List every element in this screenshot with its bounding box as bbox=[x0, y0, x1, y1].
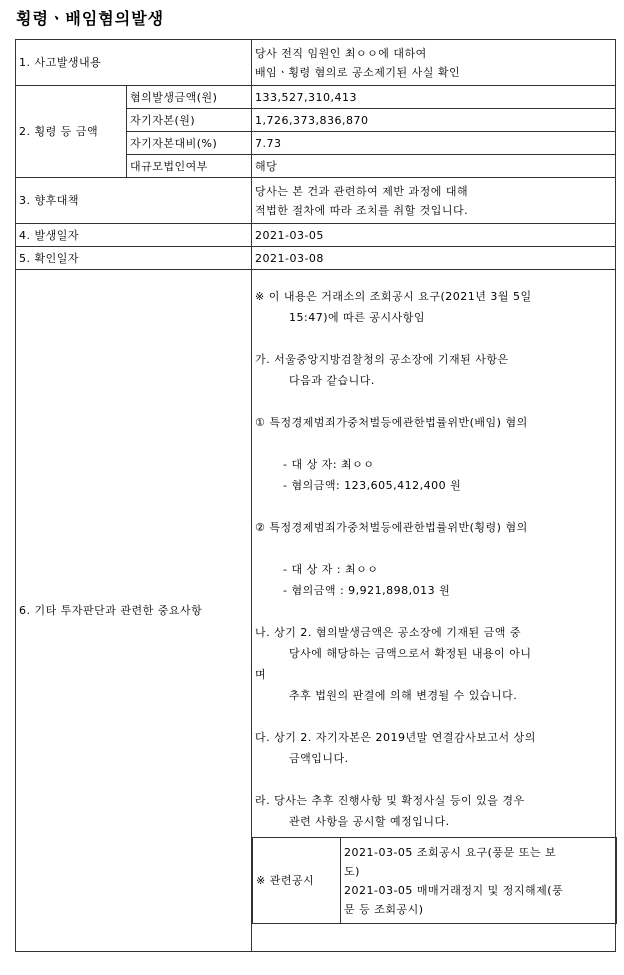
confirm-date-label: 5. 확인일자 bbox=[16, 247, 252, 270]
countermeasure-line-1: 당사는 본 건과 관련하여 제반 과정에 대해 bbox=[255, 184, 469, 198]
row-confirm-date bbox=[16, 247, 616, 270]
na-line-4: 추후 법원의 판결에 의해 변경될 수 있습니다. bbox=[289, 689, 518, 702]
other-matters-content bbox=[252, 270, 616, 952]
page-title: 횡령ㆍ배임혐의발생 bbox=[16, 9, 165, 28]
row-amount-1 bbox=[16, 86, 616, 109]
equity-value: 1,726,373,836,870 bbox=[252, 109, 616, 132]
related-disclosure-list bbox=[341, 838, 617, 924]
charge-2-target: - 대 상 자 : 최ㅇㅇ bbox=[283, 563, 379, 576]
suspected-amount-value: 133,527,310,413 bbox=[252, 86, 616, 109]
equity-ratio-value: 7.73 bbox=[252, 132, 616, 155]
incident-label: 1. 사고발생내용 bbox=[16, 40, 252, 86]
equity-label: 자기자본(원) bbox=[127, 109, 252, 132]
da-line-2: 금액입니다. bbox=[289, 752, 349, 765]
related-item-2-line-1: 2021-03-05 매매거래정지 및 정지해제(풍 bbox=[344, 883, 564, 897]
notice-line-1: ※ 이 내용은 거래소의 조회공시 요구(2021년 3월 5일 bbox=[255, 290, 532, 303]
countermeasure-content bbox=[252, 178, 616, 224]
charge-1-title: ① 특정경제범죄가중처벌등에관한법률위반(배임) 혐의 bbox=[255, 416, 528, 429]
ga-line-2: 다음과 같습니다. bbox=[289, 374, 375, 387]
row-countermeasure bbox=[16, 178, 616, 224]
na-line-3: 며 bbox=[255, 668, 267, 681]
charge-1-target: - 대 상 자: 최ㅇㅇ bbox=[283, 458, 375, 471]
na-line-2: 당사에 해당하는 금액으로서 확정된 내용이 아니 bbox=[289, 647, 532, 660]
incident-content bbox=[252, 40, 616, 86]
ra-line-2: 관련 사항을 공시할 예정입니다. bbox=[289, 815, 450, 828]
related-item-2-line-2: 문 등 조회공시) bbox=[344, 902, 424, 916]
da-line-1: 다. 상기 2. 자기자본은 2019년말 연결감사보고서 상의 bbox=[255, 731, 536, 744]
row-incident bbox=[16, 40, 616, 86]
countermeasure-label: 3. 향후대책 bbox=[16, 178, 252, 224]
large-corp-label: 대규모법인여부 bbox=[127, 155, 252, 178]
charge-2-amount: - 혐의금액 : 9,921,898,013 원 bbox=[283, 584, 451, 597]
equity-ratio-label: 자기자본대비(%) bbox=[127, 132, 252, 155]
ra-line-1: 라. 당사는 추후 진행사항 및 확정사실 등이 있을 경우 bbox=[255, 794, 525, 807]
suspected-amount-label: 혐의발생금액(원) bbox=[127, 86, 252, 109]
related-disclosure-table bbox=[252, 837, 617, 924]
ga-line-1: 가. 서울중앙지방검찰청의 공소장에 기재된 사항은 bbox=[255, 353, 509, 366]
charge-1-amount: - 혐의금액: 123,605,412,400 원 bbox=[283, 479, 462, 492]
row-occurrence-date bbox=[16, 224, 616, 247]
countermeasure-line-2: 적법한 절차에 따라 조치를 취할 것입니다. bbox=[255, 203, 469, 217]
occurrence-date-value: 2021-03-05 bbox=[252, 224, 616, 247]
notice-line-2: 15:47)에 따른 공시사항임 bbox=[289, 311, 425, 324]
large-corp-value: 해당 bbox=[252, 155, 616, 178]
charge-2-title: ② 특정경제범죄가중처벌등에관한법률위반(횡령) 혐의 bbox=[255, 521, 528, 534]
related-disclosure-label: ※ 관련공시 bbox=[253, 838, 341, 924]
row-other-matters bbox=[16, 270, 616, 952]
other-matters-label: 6. 기타 투자판단과 관련한 중요사항 bbox=[16, 270, 252, 952]
confirm-date-value: 2021-03-08 bbox=[252, 247, 616, 270]
related-item-1-line-1: 2021-03-05 조회공시 요구(풍문 또는 보 bbox=[344, 845, 557, 859]
disclosure-table bbox=[15, 39, 616, 952]
na-line-1: 나. 상기 2. 혐의발생금액은 공소장에 기재된 금액 중 bbox=[255, 626, 521, 639]
related-item-1-line-2: 도) bbox=[344, 864, 360, 878]
related-disclosure-row bbox=[253, 838, 617, 924]
incident-line-2: 배임ㆍ횡령 혐의로 공소제기된 사실 확인 bbox=[255, 65, 461, 79]
incident-line-1: 당사 전직 임원인 최ㅇㅇ에 대하여 bbox=[255, 46, 427, 60]
occurrence-date-label: 4. 발생일자 bbox=[16, 224, 252, 247]
amount-label: 2. 횡령 등 금액 bbox=[16, 86, 127, 178]
